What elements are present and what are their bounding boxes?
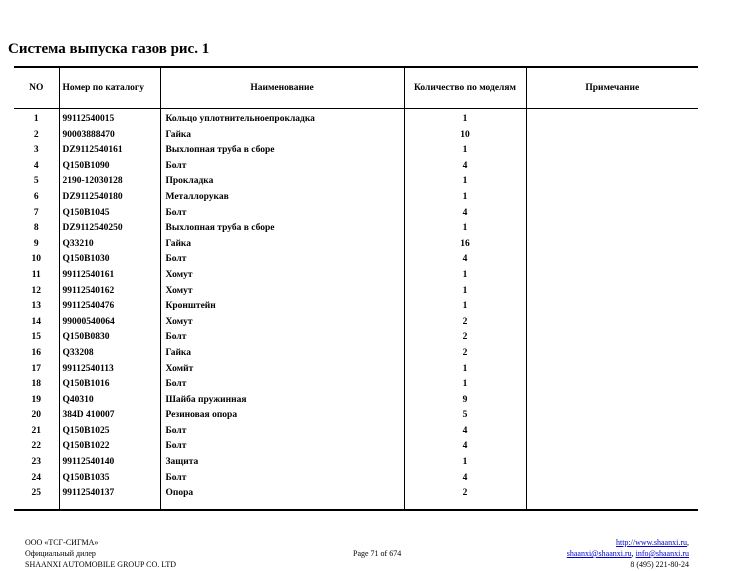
row-catalog: Q150B0830 (59, 330, 160, 346)
row-note (526, 393, 698, 409)
row-note (526, 377, 698, 393)
table-row (14, 128, 698, 144)
row-no: 21 (31, 425, 41, 436)
table-row (14, 315, 698, 331)
row-qty: 10 (404, 128, 526, 144)
row-no: 7 (33, 207, 39, 218)
row-qty: 2 (404, 330, 526, 346)
row-note (526, 252, 698, 268)
table-row (14, 330, 698, 346)
row-no: 14 (31, 316, 41, 327)
row-catalog: Q33210 (59, 237, 160, 253)
row-note (526, 424, 698, 440)
row-catalog: 2190-12030128 (59, 174, 160, 190)
row-catalog: 99112540140 (59, 455, 160, 471)
row-qty: 4 (404, 439, 526, 455)
row-no: 4 (33, 160, 39, 171)
table-row (14, 143, 698, 159)
row-qty: 4 (404, 471, 526, 487)
row-name: Выхлопная труба в сборе (160, 143, 404, 159)
header-quantity: Количество по моделям (404, 67, 526, 109)
row-catalog: Q150B1022 (59, 439, 160, 455)
row-name: Кронштейн (160, 299, 404, 315)
row-catalog: DZ9112540180 (59, 190, 160, 206)
row-qty: 1 (404, 362, 526, 378)
table-row (14, 284, 698, 300)
table-row (14, 109, 698, 128)
row-no: 18 (31, 379, 41, 390)
row-name: Прокладка (160, 174, 404, 190)
row-catalog: DZ9112540161 (59, 143, 160, 159)
row-qty: 4 (404, 159, 526, 175)
table-row (14, 377, 698, 393)
row-note (526, 455, 698, 471)
row-note (526, 362, 698, 378)
row-name: Хомут (160, 315, 404, 331)
page-title: Система выпуска газов рис. 1 (8, 41, 210, 57)
row-name: Болт (160, 206, 404, 222)
row-no: 16 (31, 347, 41, 358)
table-row (14, 424, 698, 440)
table-row (14, 268, 698, 284)
row-qty: 1 (404, 221, 526, 237)
footer-contacts (567, 537, 689, 570)
row-note (526, 408, 698, 424)
row-note (526, 268, 698, 284)
row-qty: 4 (404, 252, 526, 268)
table-row (14, 439, 698, 455)
footer-phone: 8 (495) 221-80-24 (630, 560, 689, 569)
email-separator: , (631, 549, 636, 558)
row-no: 1 (33, 114, 39, 124)
table-body (14, 109, 698, 510)
row-note (526, 221, 698, 237)
row-catalog: 99112540015 (59, 109, 160, 128)
row-catalog: Q40310 (59, 393, 160, 409)
row-name: Гайка (160, 128, 404, 144)
row-note (526, 471, 698, 487)
row-qty: 1 (404, 284, 526, 300)
row-catalog: 90003888470 (59, 128, 160, 144)
footer-company-info (25, 537, 176, 570)
footer-company: ООО «ТСГ-СИГМА» (25, 538, 99, 547)
row-catalog: 99112540137 (59, 486, 160, 502)
row-qty: 2 (404, 486, 526, 502)
row-name: Опора (160, 486, 404, 502)
row-catalog: Q33208 (59, 346, 160, 362)
row-note (526, 237, 698, 253)
table-row (14, 408, 698, 424)
row-name: Болт (160, 330, 404, 346)
row-name: Металлорукав (160, 190, 404, 206)
table-row (14, 299, 698, 315)
row-note (526, 486, 698, 502)
row-no: 12 (31, 285, 41, 296)
table-row (14, 346, 698, 362)
row-name: Болт (160, 159, 404, 175)
row-qty: 1 (404, 109, 526, 128)
row-name: Резиновая опора (160, 408, 404, 424)
row-no: 10 (31, 254, 41, 265)
table-row (14, 455, 698, 471)
website-link[interactable]: http://www.shaanxi.ru (615, 538, 687, 547)
row-note (526, 190, 698, 206)
row-qty: 4 (404, 206, 526, 222)
row-catalog: Q150B1025 (59, 424, 160, 440)
row-name: Шайба пружинная (160, 393, 404, 409)
table-row (14, 206, 698, 222)
row-name: Болт (160, 424, 404, 440)
row-name: Болт (160, 377, 404, 393)
row-catalog: 384D 410007 (59, 408, 160, 424)
row-catalog: 99112540161 (59, 268, 160, 284)
table-row (14, 362, 698, 378)
row-note (526, 284, 698, 300)
header-note: Примечание (526, 67, 698, 109)
row-no: 5 (33, 176, 39, 187)
row-name: Гайка (160, 346, 404, 362)
row-name: Гайка (160, 237, 404, 253)
page-number: Page 71 of 674 (353, 549, 402, 558)
row-catalog: Q150B1090 (59, 159, 160, 175)
row-name: Защита (160, 455, 404, 471)
row-catalog: Q150B1035 (59, 471, 160, 487)
row-qty: 4 (404, 424, 526, 440)
row-catalog: DZ9112540250 (59, 221, 160, 237)
row-no: 2 (33, 129, 39, 140)
row-no: 13 (31, 301, 41, 312)
row-qty: 2 (404, 346, 526, 362)
row-qty: 5 (404, 408, 526, 424)
row-note (526, 346, 698, 362)
row-qty: 1 (404, 268, 526, 284)
row-no: 3 (33, 145, 39, 156)
row-no: 25 (31, 488, 41, 499)
row-qty: 1 (404, 377, 526, 393)
row-no: 11 (31, 269, 41, 280)
row-catalog: Q150B1030 (59, 252, 160, 268)
row-qty: 1 (404, 455, 526, 471)
row-no: 22 (31, 441, 41, 452)
row-catalog: Q150B1016 (59, 377, 160, 393)
row-note (526, 109, 698, 128)
row-note (526, 143, 698, 159)
row-note (526, 174, 698, 190)
header-no: NO (14, 67, 59, 109)
row-name: Болт (160, 439, 404, 455)
row-name: Хомут (160, 284, 404, 300)
row-qty: 1 (404, 174, 526, 190)
row-qty: 16 (404, 237, 526, 253)
table-row (14, 252, 698, 268)
row-name: Хомйт (160, 362, 404, 378)
table-row (14, 190, 698, 206)
header-name: Наименование (160, 67, 404, 109)
table-bottom-border (14, 502, 698, 510)
row-catalog: 99000540064 (59, 315, 160, 331)
table-row (14, 159, 698, 175)
row-no: 24 (31, 472, 41, 483)
table-header-row (14, 67, 698, 109)
row-no: 19 (31, 394, 41, 405)
row-no: 9 (33, 238, 39, 249)
row-note (526, 128, 698, 144)
row-name: Выхлопная труба в сборе (160, 221, 404, 237)
row-note (526, 439, 698, 455)
row-name: Болт (160, 471, 404, 487)
footer-dealer: Официальный дилер (25, 549, 96, 558)
row-qty: 1 (404, 143, 526, 159)
row-no: 23 (31, 457, 41, 468)
row-no: 20 (31, 410, 41, 421)
row-qty: 2 (404, 315, 526, 331)
row-qty: 9 (404, 393, 526, 409)
row-note (526, 299, 698, 315)
table-row (14, 486, 698, 502)
email-link-shaanxi[interactable]: shaanxi@shaanxi.ru (566, 549, 632, 558)
row-qty: 1 (404, 190, 526, 206)
row-no: 15 (31, 332, 41, 343)
row-note (526, 315, 698, 331)
row-no: 17 (31, 363, 41, 374)
row-name: Болт (160, 252, 404, 268)
table-row (14, 393, 698, 409)
row-name: Хомут (160, 268, 404, 284)
row-no: 8 (33, 223, 39, 234)
email-link-info[interactable]: info@shaanxi.ru (635, 549, 689, 558)
table-row (14, 221, 698, 237)
row-note (526, 206, 698, 222)
footer-group: SHAANXI AUTOMOBILE GROUP CO. LTD (25, 560, 177, 569)
row-no: 6 (33, 191, 39, 202)
table-row (14, 237, 698, 253)
row-qty: 1 (404, 299, 526, 315)
table-row (14, 471, 698, 487)
parts-table (14, 66, 698, 511)
row-note (526, 159, 698, 175)
row-note (526, 330, 698, 346)
row-name: Кольцо уплотнительноепрокладка (160, 109, 404, 128)
row-catalog: 99112540476 (59, 299, 160, 315)
header-catalog-number: Номер по каталогу (59, 67, 160, 109)
website-suffix: , (687, 538, 689, 547)
row-catalog: 99112540113 (59, 362, 160, 378)
table-row (14, 174, 698, 190)
row-catalog: Q150B1045 (59, 206, 160, 222)
row-catalog: 99112540162 (59, 284, 160, 300)
